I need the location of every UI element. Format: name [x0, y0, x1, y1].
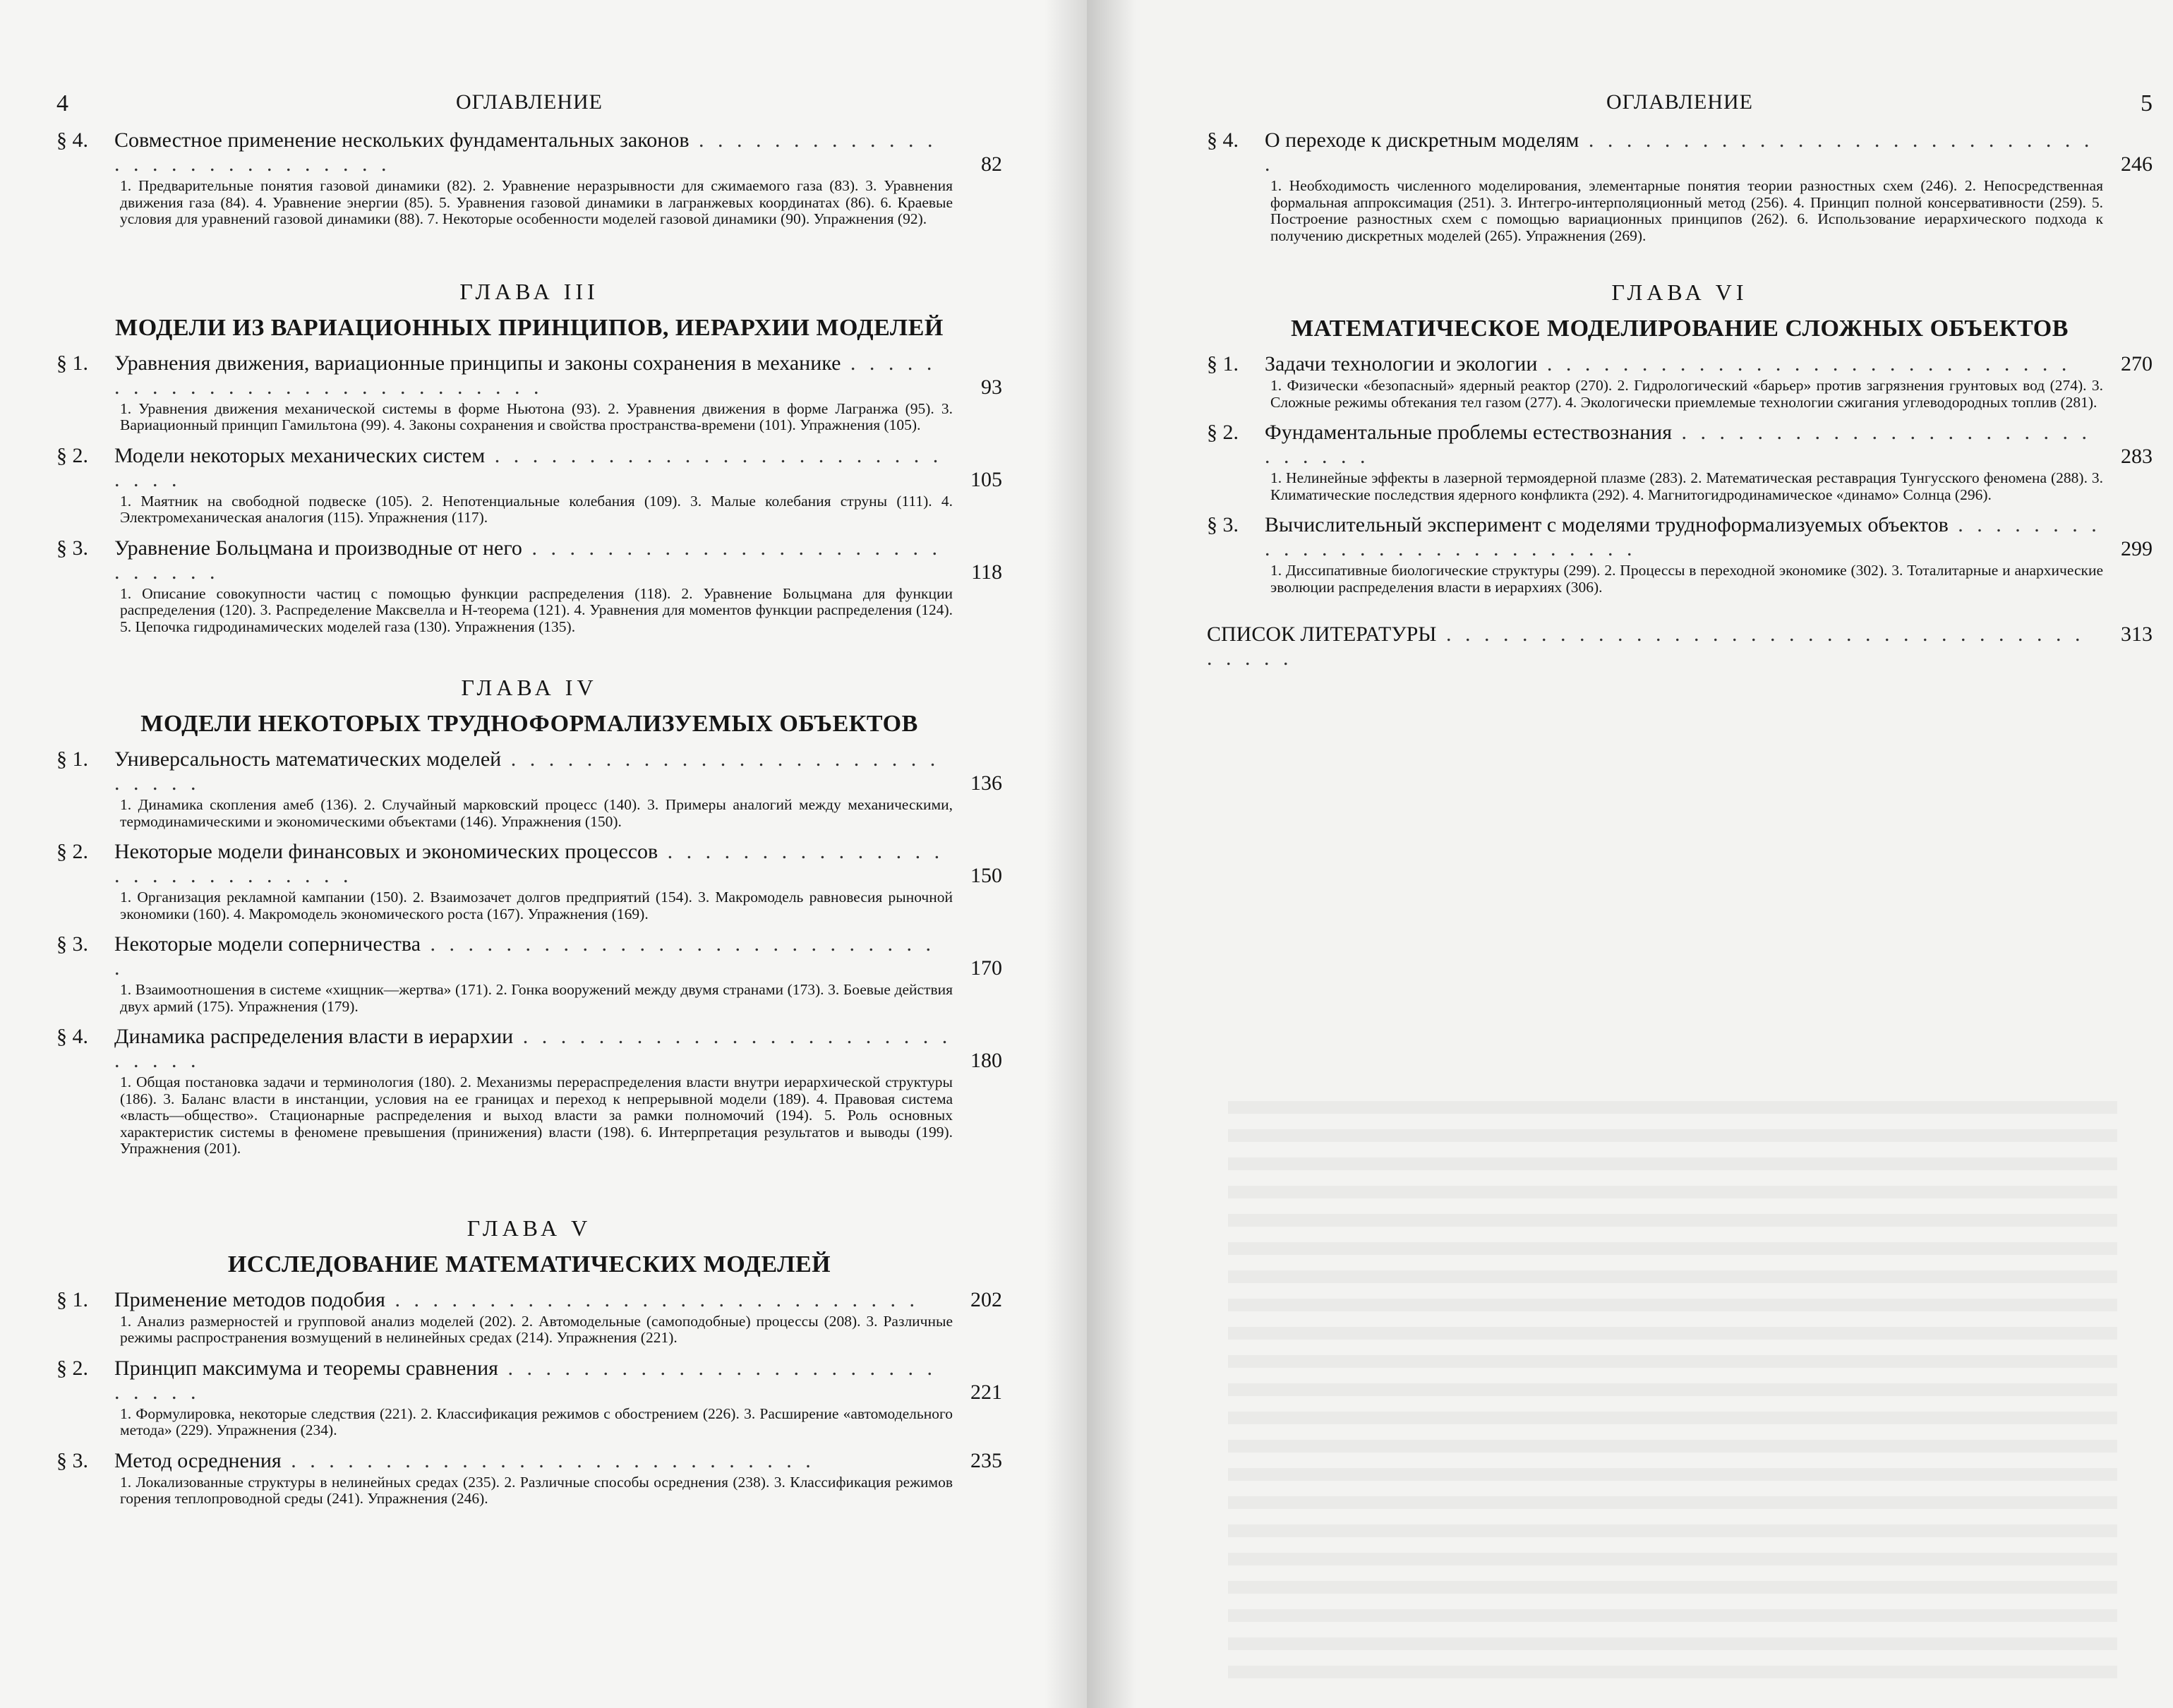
section-page-number: 136: [970, 771, 1002, 795]
running-title: ОГЛАВЛЕНИЕ: [1606, 90, 1753, 114]
section-page-number: 105: [970, 467, 1002, 491]
subsection-list: 1. Нелинейные эффекты в лазерной термоядерной плазме (283). 2. Математическая реставрация Тунгусского феномена (288). 3. Климатические последствия ядерного конфликта (292). 4. Магнитогидродинамическое «динамо» Солнца (296).: [1270, 469, 2103, 503]
section-page-number: 235: [970, 1448, 1002, 1472]
toc-section[interactable]: [1207, 421, 2153, 503]
toc-section[interactable]: [56, 932, 1002, 1015]
section-title: Универсальность математических моделей . . . . . . . . . . . . . . . . . . . . . . . . . . . .: [114, 747, 940, 795]
page-number: 4: [56, 90, 68, 116]
section-number: § 1.: [56, 747, 88, 771]
subsection-list: 1. Уравнения движения механической системы в форме Ньютона (93). 2. Уравнения движения в форме Лагранжа (95). 3. Вариационный принцип Гамильтона (99). 4. Законы сохранения и свойства пространства-времени (101). Упражнения (105).: [120, 399, 953, 433]
section-number: § 1.: [1207, 352, 1239, 375]
toc-section-heading: [56, 1025, 1002, 1073]
bibliography-title: СПИСОК ЛИТЕРАТУРЫ . . . . . . . . . . . . . . . . . . . . . . . . . . . . . . . . . . . . . . .: [1207, 623, 2085, 670]
toc-section-heading: [56, 1357, 1002, 1405]
section-title: Уравнение Больцмана и производные от него . . . . . . . . . . . . . . . . . . . . . . . . . . . .: [114, 536, 941, 584]
section-title: Принцип максимума и теоремы сравнения . . . . . . . . . . . . . . . . . . . . . . . . . . . .: [114, 1356, 937, 1404]
section-title: Уравнения движения, вариационные принципы и законы сохранения в механике . . . . . . . . . . . . . . . . . . . . . . . . . . . .: [114, 351, 937, 399]
running-header: [1207, 90, 2153, 119]
toc-section-heading: [56, 536, 1002, 584]
chapter-label: ГЛАВА V: [466, 1215, 592, 1241]
toc-section-heading: [56, 747, 1002, 795]
toc-section-heading: [56, 1449, 1002, 1473]
toc-section[interactable]: [56, 444, 1002, 527]
section-title: Динамика распределения власти в иерархии . . . . . . . . . . . . . . . . . . . . . . . . . . . .: [114, 1025, 952, 1072]
subsection-list: 1. Диссипативные биологические структуры (299). 2. Процессы в переходной экономике (302). 3. Тоталитарные и анархические эволюции распределения власти в иерархиях (306).: [1270, 562, 2103, 596]
section-number: § 4.: [56, 1025, 88, 1048]
section-number: § 2.: [56, 1356, 88, 1380]
chapter-title: МОДЕЛИ ИЗ ВАРИАЦИОННЫХ ПРИНЦИПОВ, ИЕРАРХИИ МОДЕЛЕЙ: [115, 314, 944, 341]
section-title: Совместное применение нескольких фундаментальных законов . . . . . . . . . . . . . . . . . . . . . . . . . . . .: [114, 128, 937, 176]
section-number: § 3.: [56, 1448, 88, 1472]
toc-section[interactable]: [56, 840, 1002, 922]
section-title: Модели некоторых механических систем . . . . . . . . . . . . . . . . . . . . . . . . . . . .: [114, 443, 943, 491]
section-number: § 4.: [1207, 128, 1239, 152]
toc-section-heading: [56, 932, 1002, 980]
left-page-content: [56, 90, 1002, 1508]
subsection-list: 1. Динамика скопления амеб (136). 2. Случайный марковский процесс (140). 3. Примеры аналогий между механическими, термодинамическими и экономическими объектами (146). Упражнения (150).: [120, 796, 953, 830]
toc-section[interactable]: [56, 351, 1002, 434]
toc-section[interactable]: [1207, 352, 2153, 411]
section-page-number: 150: [970, 864, 1002, 887]
toc-section[interactable]: [56, 1025, 1002, 1157]
page-number: 5: [2141, 90, 2153, 116]
toc-section-heading: [1207, 128, 2153, 176]
section-page-number: 93: [981, 375, 1002, 399]
section-title: Некоторые модели финансовых и экономических процессов . . . . . . . . . . . . . . . . . . . . . . . . . . . .: [114, 840, 944, 887]
toc-section-heading: [56, 444, 1002, 492]
section-page-number: 299: [2121, 537, 2153, 560]
toc-section[interactable]: [56, 128, 1002, 228]
chapter-title: МОДЕЛИ НЕКОТОРЫХ ТРУДНОФОРМАЛИЗУЕМЫХ ОБЪЕКТОВ: [140, 711, 918, 737]
section-number: § 2.: [56, 840, 88, 863]
toc-section[interactable]: [1207, 128, 2153, 244]
running-title: ОГЛАВЛЕНИЕ: [456, 90, 603, 114]
right-page-content: [1207, 90, 2153, 670]
toc-section-heading: [56, 840, 1002, 888]
subsection-list: 1. Необходимость численного моделирования, элементарные понятия теории разностных схем (246). 2. Непосредственная формальная аппроксимация (251). 3. Интегро-интерполяционный метод (256). 4. Принцип полной консервативности (259). 5. Построение разностных схем с помощью вариационных принципов (262). 6. Использование иерархического подхода к получению дискретных моделей (265). Упражнения (269).: [1270, 177, 2103, 244]
section-page-number: 202: [970, 1287, 1002, 1311]
section-number: § 3.: [56, 932, 88, 956]
subsection-list: 1. Анализ размерностей и групповой анализ моделей (202). 2. Автомодельные (самоподобные) процессы (208). 3. Различные режимы распространения возмущений в нелинейных средах (214). Упражнения (221).: [120, 1312, 953, 1346]
chapter-label: ГЛАВА IV: [461, 675, 598, 700]
section-number: § 2.: [1207, 421, 1239, 444]
toc-section[interactable]: [56, 747, 1002, 830]
subsection-list: 1. Формулировка, некоторые следствия (221). 2. Классификация режимов с обострением (226). 3. Расширение «автомодельного метода» (229). Упражнения (234).: [120, 1405, 953, 1438]
toc-section[interactable]: [1207, 513, 2153, 596]
section-page-number: 221: [970, 1380, 1002, 1404]
toc-section-heading: [56, 351, 1002, 399]
section-number: § 2.: [56, 443, 88, 467]
section-title: Применение методов подобия . . . . . . . . . . . . . . . . . . . . . . . . . . . .: [114, 1287, 919, 1311]
section-title: Вычислительный эксперимент с моделями трудноформализуемых объектов . . . . . . . . . . . . . . . . . . . . . . . . . . . .: [1265, 513, 2101, 560]
section-number: § 1.: [56, 1287, 88, 1311]
toc-section[interactable]: [56, 1357, 1002, 1439]
toc-section-heading: [56, 128, 1002, 176]
toc-section[interactable]: [56, 536, 1002, 636]
show-through-text: [1228, 1101, 2117, 1680]
section-page-number: 180: [970, 1049, 1002, 1072]
toc-section[interactable]: [56, 1288, 1002, 1347]
subsection-list: 1. Физически «безопасный» ядерный реактор (270). 2. Гидрологический «барьер» против загрязнения грунтовых вод (274). 3. Сложные режимы обтекания тел газом (277). 4. Экологически приемлемые технологии сжигания углеводородных топлив (281).: [1270, 377, 2103, 411]
subsection-list: 1. Локализованные структуры в нелинейных средах (235). 2. Различные способы осреднения (238). 3. Классификация режимов горения теплопроводной среды (241). Упражнения (246).: [120, 1473, 953, 1507]
section-page-number: 283: [2121, 445, 2153, 468]
subsection-list: 1. Предварительные понятия газовой динамики (82). 2. Уравнение неразрывности для сжимаемого газа (83). 3. Уравнения движения газа (84). 4. Уравнение энергии (85). 5. Уравнения газовой динамики в лагранжевых координатах (86). 6. Краевые условия для уравнений газовой динамики (88). 7. Некоторые особенности моделей газовой динамики (90). Упражнения (92).: [120, 177, 953, 227]
chapter-label: ГЛАВА III: [459, 278, 599, 304]
subsection-list: 1. Описание совокупности частиц с помощью функции распределения (118). 2. Уравнение Больцмана для функции распределения (120). 3. Распределение Максвелла и H-теорема (121). 4. Уравнения для моментов функции распределения (124). 5. Цепочка гидродинамических моделей газа (130). Упражнения (135).: [120, 584, 953, 635]
section-title: Некоторые модели соперничества . . . . . . . . . . . . . . . . . . . . . . . . . . . .: [114, 932, 936, 980]
section-number: § 3.: [1207, 513, 1239, 536]
subsection-list: 1. Маятник на свободной подвеске (105). 2. Непотенциальные колебания (109). 3. Малые колебания струны (111). 4. Электромеханическая аналогия (115). Упражнения (117).: [120, 492, 953, 526]
subsection-list: 1. Общая постановка задачи и терминология (180). 2. Механизмы перераспределения власти внутри иерархической структуры (186). 3. Баланс власти в инстанции, условия на ее границах и переход к непрерывной модели (189). 4. Правовая система «власть—общество». Стационарные распределения и выход власти за рамки полномочий (194). 5. Роль основных характеристик системы в феномене превышения (принижения) власти (198). 6. Интерпретация результатов и выводы (199). Упражнения (201).: [120, 1073, 953, 1157]
section-page-number: 118: [971, 560, 1002, 584]
section-page-number: 170: [970, 956, 1002, 980]
section-number: § 1.: [56, 351, 88, 375]
chapter-title: ИССЛЕДОВАНИЕ МАТЕМАТИЧЕСКИХ МОДЕЛЕЙ: [227, 1251, 831, 1277]
toc-section-heading: [1207, 513, 2153, 561]
section-number: § 3.: [56, 536, 88, 560]
subsection-list: 1. Организация рекламной кампании (150). 2. Взаимозачет долгов предприятий (154). 3. Макромодель равновесия рыночной экономики (160). 4. Макромодель экономического роста (167). Упражнения (169).: [120, 889, 953, 922]
section-title: Задачи технологии и экологии . . . . . . . . . . . . . . . . . . . . . . . . . . . .: [1265, 352, 2071, 375]
bibliography-page: 313: [2121, 623, 2153, 646]
section-title: Метод осреднения . . . . . . . . . . . . . . . . . . . . . . . . . . . .: [114, 1448, 815, 1472]
toc-section-heading: [56, 1288, 1002, 1312]
toc-section-heading: [1207, 352, 2153, 376]
right-page: [1087, 0, 2173, 1708]
toc-section[interactable]: [56, 1449, 1002, 1508]
toc-section-heading: [1207, 421, 2153, 469]
chapter-title: МАТЕМАТИЧЕСКОЕ МОДЕЛИРОВАНИЕ СЛОЖНЫХ ОБЪЕКТОВ: [1291, 315, 2069, 342]
bibliography-entry[interactable]: [1207, 623, 2153, 670]
running-header: [56, 90, 1002, 119]
section-title: О переходе к дискретным моделям . . . . . . . . . . . . . . . . . . . . . . . . . . . .: [1265, 128, 2094, 176]
section-page-number: 270: [2121, 352, 2153, 375]
section-title: Фундаментальные проблемы естествознания . . . . . . . . . . . . . . . . . . . . . . . . . . . .: [1265, 421, 2091, 468]
section-page-number: 246: [2121, 152, 2153, 176]
section-number: § 4.: [56, 128, 88, 152]
chapter-label: ГЛАВА VI: [1611, 279, 1748, 305]
section-page-number: 82: [981, 152, 1002, 176]
subsection-list: 1. Взаимоотношения в системе «хищник—жертва» (171). 2. Гонка вооружений между двумя странами (173). 3. Боевые действия двух армий (175). Упражнения (179).: [120, 981, 953, 1015]
